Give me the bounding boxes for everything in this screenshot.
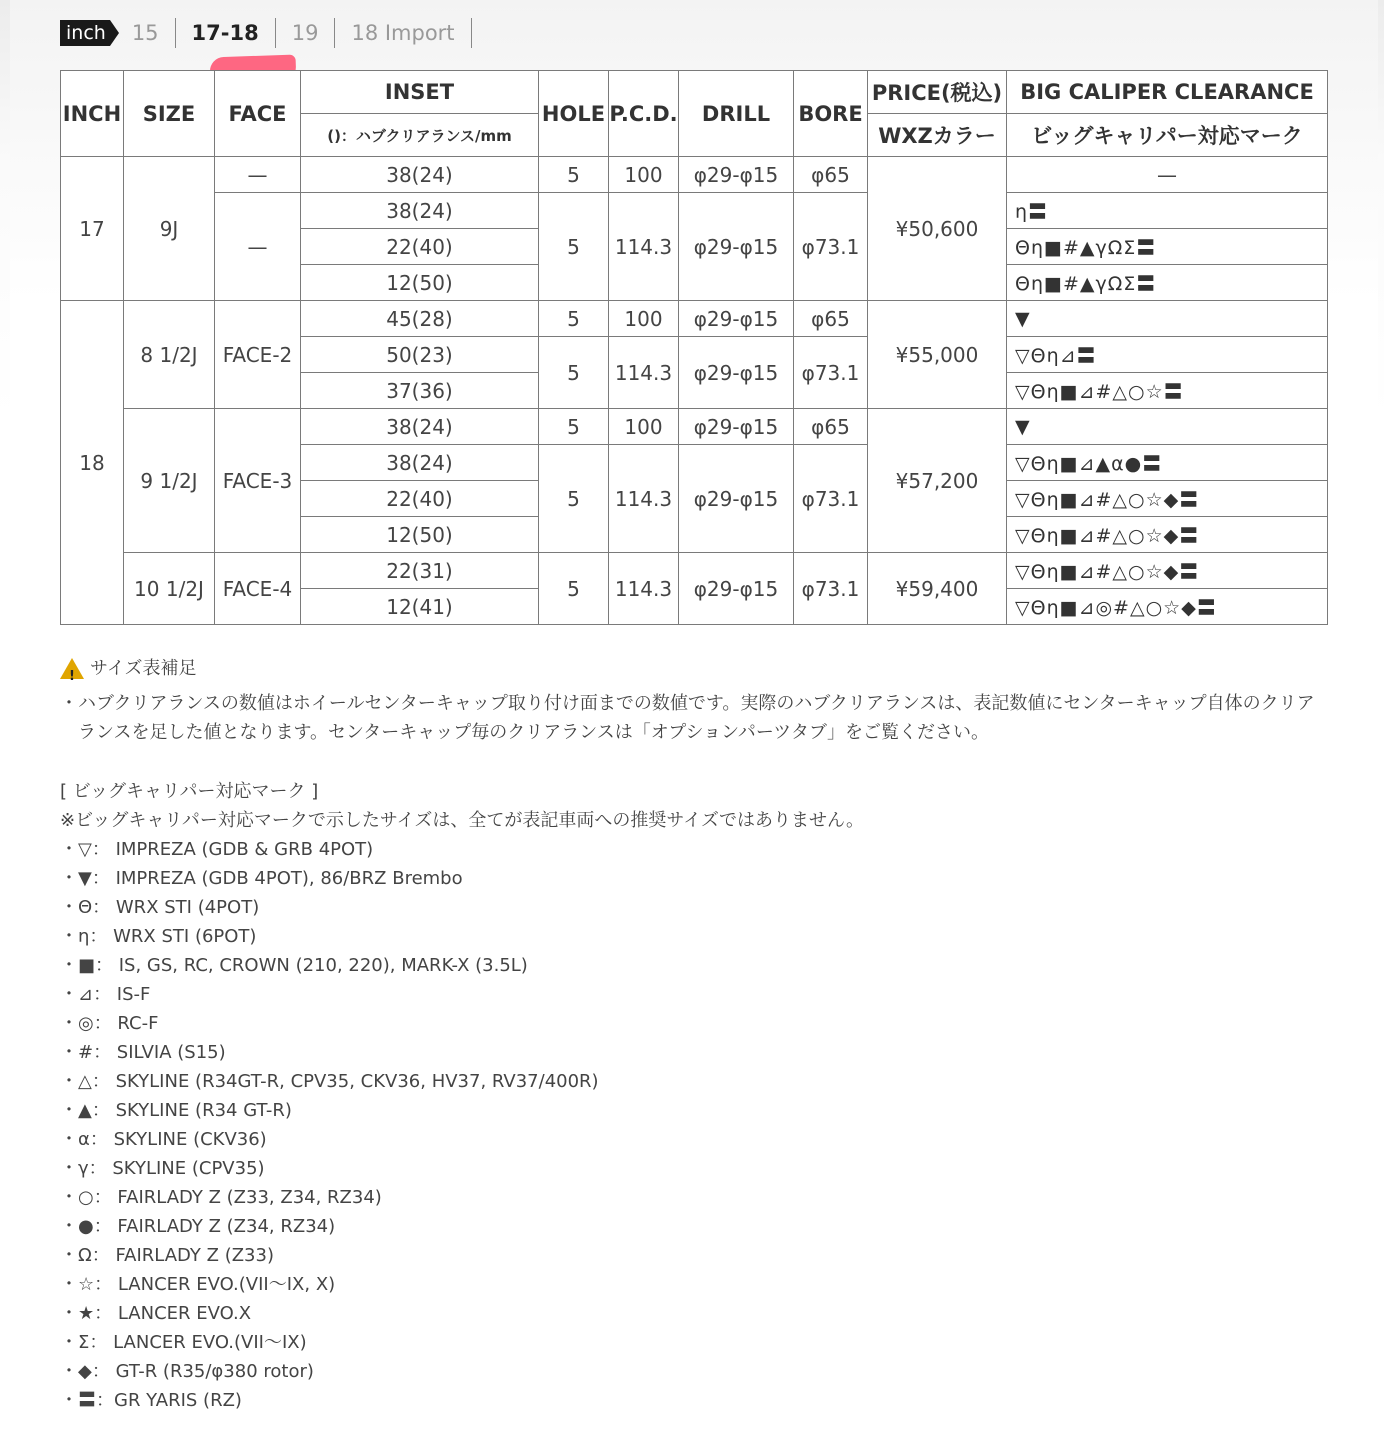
hub-clearance-note: ・ハブクリアランスの数値はホイールセンターキャップ取り付け面までの数値です。実際のハブクリアランスは、表記数値にセンターキャップ自体のクリアランスを足した値となります。センターキャップ毎のクリアランスは「オプションパーツタブ」をご覧ください。	[60, 693, 1315, 743]
legend-item: ・Ω： FAIRLADY Z (Z33)	[60, 1245, 274, 1266]
cell-bore: φ73.1	[794, 193, 868, 301]
legend-item: ・○： FAIRLADY Z (Z33, Z34, RZ34)	[60, 1187, 382, 1208]
cell-inset: 38(24)	[301, 193, 539, 229]
cell-bore: φ65	[794, 301, 868, 337]
header-caliper: BIG CALIPER CLEARANCE	[1007, 71, 1328, 114]
cell-inset: 22(31)	[301, 553, 539, 589]
cell-size: 8 1/2J	[124, 301, 215, 409]
cell-pcd: 114.3	[609, 553, 679, 625]
cell-pcd: 100	[609, 409, 679, 445]
table-row	[61, 301, 1328, 337]
cell-size: 9 1/2J	[124, 409, 215, 553]
cell-inset: 22(40)	[301, 229, 539, 265]
header-pcd: P.C.D.	[609, 71, 679, 157]
legend-item: ・γ： SKYLINE (CPV35)	[60, 1158, 265, 1179]
table-row	[61, 409, 1328, 445]
cell-inset: 45(28)	[301, 301, 539, 337]
cell-face: —	[215, 193, 301, 301]
inch-badge: inch	[60, 20, 110, 46]
cell-pcd: 100	[609, 157, 679, 193]
cell-drill: φ29-φ15	[679, 157, 794, 193]
cell-face: FACE-2	[215, 301, 301, 409]
header-bore: BORE	[794, 71, 868, 157]
cell-hole: 5	[539, 301, 609, 337]
cell-mark: η〓	[1007, 193, 1328, 229]
header-inset-sub: ()：ハブクリアランス/mm	[301, 114, 539, 157]
legend-item: ・#： SILVIA (S15)	[60, 1042, 226, 1063]
cell-mark: ▽Θη■⊿#△○☆◆〓	[1007, 553, 1328, 589]
size-table	[60, 70, 1328, 625]
header-inch: INCH	[61, 71, 124, 157]
legend-item: ・◆： GT-R (R35/φ380 rotor)	[60, 1361, 314, 1382]
cell-bore: φ73.1	[794, 445, 868, 553]
cell-face: —	[215, 157, 301, 193]
notes-title	[60, 654, 1330, 683]
cell-face: FACE-4	[215, 553, 301, 625]
cell-price: ¥59,400	[868, 553, 1007, 625]
header-caliper-sub: ビッグキャリパー対応マーク	[1007, 114, 1328, 157]
notes-title-text: サイズ表補足	[90, 658, 197, 679]
legend-title: [ ビッグキャリパー対応マーク ]	[60, 781, 319, 802]
tab-19[interactable]: 19	[276, 18, 336, 48]
header-hole: HOLE	[539, 71, 609, 157]
cell-hole: 5	[539, 193, 609, 301]
legend-item: ・★： LANCER EVO.X	[60, 1303, 252, 1324]
cell-hole: 5	[539, 553, 609, 625]
cell-bore: φ65	[794, 409, 868, 445]
tab-15[interactable]: 15	[132, 18, 176, 48]
cell-drill: φ29-φ15	[679, 193, 794, 301]
cell-mark: ▽Θη■⊿▲α●〓	[1007, 445, 1328, 481]
legend-item: ・◎： RC-F	[60, 1013, 159, 1034]
legend-item: ・▽： IMPREZA (GDB & GRB 4POT)	[60, 839, 374, 860]
cell-inset: 38(24)	[301, 409, 539, 445]
cell-price: ¥50,600	[868, 157, 1007, 301]
header-price: PRICE(税込)	[868, 71, 1007, 114]
cell-drill: φ29-φ15	[679, 337, 794, 409]
cell-drill: φ29-φ15	[679, 301, 794, 337]
cell-hole: 5	[539, 409, 609, 445]
legend-item: ・☆： LANCER EVO.(VII〜IX, X)	[60, 1274, 336, 1295]
cell-drill: φ29-φ15	[679, 553, 794, 625]
legend-item: ・〓：GR YARIS (RZ)	[60, 1390, 242, 1411]
legend-item: ・η： WRX STI (6POT)	[60, 926, 257, 947]
cell-inset: 12(41)	[301, 589, 539, 625]
warning-icon: !	[60, 658, 84, 679]
cell-inset: 38(24)	[301, 445, 539, 481]
header-inset: INSET	[301, 71, 539, 114]
legend-item: ・Θ： WRX STI (4POT)	[60, 897, 260, 918]
cell-inset: 12(50)	[301, 517, 539, 553]
cell-inch: 18	[61, 301, 124, 625]
inch-tabs	[60, 17, 472, 49]
cell-bore: φ73.1	[794, 553, 868, 625]
cell-mark: ▽Θη■⊿◎#△○☆◆〓	[1007, 589, 1328, 625]
cell-inset: 38(24)	[301, 157, 539, 193]
cell-inset: 22(40)	[301, 481, 539, 517]
cell-hole: 5	[539, 157, 609, 193]
cell-face: FACE-3	[215, 409, 301, 553]
cell-inset: 37(36)	[301, 373, 539, 409]
cell-drill: φ29-φ15	[679, 409, 794, 445]
cell-hole: 5	[539, 337, 609, 409]
legend-item: ・α： SKYLINE (CKV36)	[60, 1129, 267, 1150]
table-row	[61, 193, 1328, 229]
cell-price: ¥57,200	[868, 409, 1007, 553]
cell-price: ¥55,000	[868, 301, 1007, 409]
cell-drill: φ29-φ15	[679, 445, 794, 553]
cell-inch: 17	[61, 157, 124, 301]
cell-hole: 5	[539, 445, 609, 553]
legend-note: ※ビッグキャリパー対応マークで示したサイズは、全てが表記車両への推奨サイズではありません。	[60, 810, 865, 831]
cell-mark: ▽Θη■⊿#△○☆◆〓	[1007, 517, 1328, 553]
header-drill: DRILL	[679, 71, 794, 157]
header-face: FACE	[215, 71, 301, 157]
cell-mark: ▽Θη⊿〓	[1007, 337, 1328, 373]
legend-item: ・▼： IMPREZA (GDB 4POT), 86/BRZ Brembo	[60, 868, 463, 889]
cell-inset: 12(50)	[301, 265, 539, 301]
cell-pcd: 114.3	[609, 445, 679, 553]
legend-item: ・■： IS, GS, RC, CROWN (210, 220), MARK-X (3.5L)	[60, 955, 528, 976]
cell-mark: —	[1007, 157, 1328, 193]
header-price-sub: WXZカラー	[868, 114, 1007, 157]
size-notes	[60, 654, 1330, 1415]
cell-mark: Θη■#▲γΩΣ〓	[1007, 229, 1328, 265]
page	[10, 0, 1378, 1438]
caliper-legend	[60, 835, 1330, 1415]
table-row	[61, 157, 1328, 193]
cell-mark: ▼	[1007, 301, 1328, 337]
cell-mark: ▽Θη■⊿#△○☆〓	[1007, 373, 1328, 409]
legend-item: ・▲： SKYLINE (R34 GT-R)	[60, 1100, 292, 1121]
tab-18-import[interactable]: 18 Import	[335, 18, 471, 48]
cell-bore: φ65	[794, 157, 868, 193]
legend-item: ・△： SKYLINE (R34GT-R, CPV35, CKV36, HV37, RV37/400R)	[60, 1071, 599, 1092]
table-row	[61, 553, 1328, 589]
cell-inset: 50(23)	[301, 337, 539, 373]
cell-mark: ▽Θη■⊿#△○☆◆〓	[1007, 481, 1328, 517]
cell-pcd: 100	[609, 301, 679, 337]
legend-item: ・Σ： LANCER EVO.(VII〜IX)	[60, 1332, 307, 1353]
cell-size: 10 1/2J	[124, 553, 215, 625]
cell-mark: Θη■#▲γΩΣ〓	[1007, 265, 1328, 301]
cell-size: 9J	[124, 157, 215, 301]
tab-17-18[interactable]: 17-18	[176, 18, 276, 48]
cell-mark: ▼	[1007, 409, 1328, 445]
table-header-row	[61, 71, 1328, 114]
legend-item: ・●： FAIRLADY Z (Z34, RZ34)	[60, 1216, 336, 1237]
cell-bore: φ73.1	[794, 337, 868, 409]
cell-pcd: 114.3	[609, 193, 679, 301]
header-size: SIZE	[124, 71, 215, 157]
cell-pcd: 114.3	[609, 337, 679, 409]
legend-item: ・⊿： IS-F	[60, 984, 151, 1005]
